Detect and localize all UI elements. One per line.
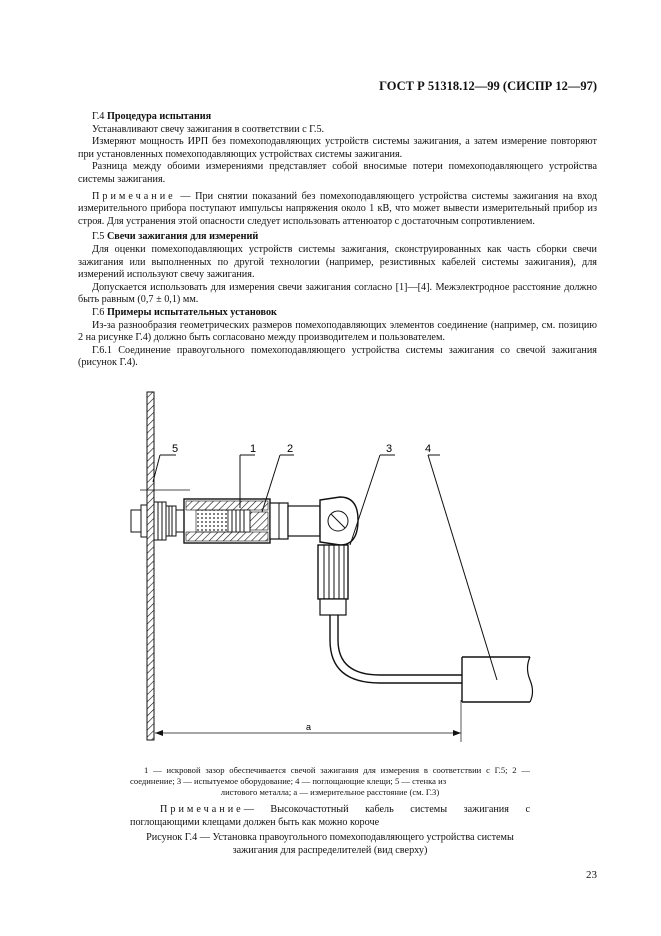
legend-line: 1 — искровой зазор обеспечивается свечой зажигания для измерения в соответствии с Г.5; 2 — соединение; 3 — испытуемое оборудование; 4 — поглощающие клещи; 5 — стенка из	[130, 765, 530, 786]
figure-label: 2	[287, 443, 294, 455]
figure-label: 5	[172, 443, 179, 455]
paragraph: Г.6.1 Соединение правоугольного помехоподавляющего устройства системы зажигания со свечой зажигания (рисунок Г.4).	[78, 344, 597, 369]
connection-element	[270, 503, 320, 539]
metal-wall	[147, 392, 154, 740]
figure-legend	[130, 765, 530, 798]
suppressor-device	[318, 497, 358, 615]
section-title: Процедура испытания	[106, 111, 212, 122]
section-number: Г.6	[92, 306, 105, 318]
connector-body	[184, 499, 270, 543]
figure-caption: Рисунок Г.4 — Установка правоугольного помехоподавляющего устройства системы зажигания для распределителей (вид сверху)	[146, 832, 514, 856]
section-number: Г.4	[92, 111, 105, 122]
spark-plug	[131, 502, 184, 540]
section-number: Г.5	[92, 231, 105, 243]
note-text: — При снятии показаний без помехоподавляющего устройства системы зажигания на вход измерительного прибора поступают импульсы напряжения около 1 кВ, что может вывести измерительный прибор из строя. Для устранения этой опасности следует использовать аттенюатор с достаточным сопротивлением.	[78, 190, 597, 227]
figure-label: 1	[250, 443, 257, 455]
section-title: Свечи зажигания для измерений	[106, 231, 259, 243]
paragraph: Разница между обоими измерениями представляет собой вносимые потери помехоподавляющего устройства системы зажигания.	[78, 161, 597, 185]
note-label: Примечание	[160, 804, 244, 815]
section-title: Примеры испытательных установок	[106, 306, 277, 318]
figure-note	[130, 804, 530, 829]
cable-outer	[330, 615, 462, 683]
figure-label: 3	[386, 443, 393, 455]
cable-inner	[338, 615, 462, 675]
note-label: Примечание	[92, 190, 176, 202]
paragraph: Из-за разнообразия геометрических размеров помехоподавляющих элементов соединение (например, см. позицию 2 на рисунке Г.4) должно быть согласовано между производителем и пользователем.	[78, 319, 597, 344]
document-header: ГОСТ Р 51318.12—99 (СИСПР 12—97)	[379, 79, 597, 93]
paragraph: Для оценки помехоподавляющих устройств системы зажигания, сконструированных как часть сборки свечи зажигания или выполненных по другой технологии (например, резистивных кабелей системы зажигания), для измерений используют свечу зажигания.	[78, 243, 597, 281]
paragraph: Устанавливают свечу зажигания в соответствии с Г.5.	[92, 123, 325, 135]
legend-line: листового металла; а — измерительное расстояние (см. Г.3)	[220, 787, 440, 797]
page-number: 23	[586, 869, 597, 881]
figure-label: 4	[425, 443, 432, 455]
note-text: — Высокочастотный кабель системы зажигания с поглощающими клещами должен быть как можно короче	[130, 804, 530, 828]
paragraph: Допускается использовать для измерения свечи зажигания согласно [1]—[4]. Межэлектродное расстояние должно быть равным (0,7 ± 0,1) мм.	[78, 281, 597, 306]
dimension-label: a	[306, 722, 312, 732]
paragraph: Измеряют мощность ИРП без помехоподавляющих устройств системы зажигания, а затем измерение повторяют при установленных помехоподавляющих устройствах системы зажигания.	[78, 136, 597, 160]
